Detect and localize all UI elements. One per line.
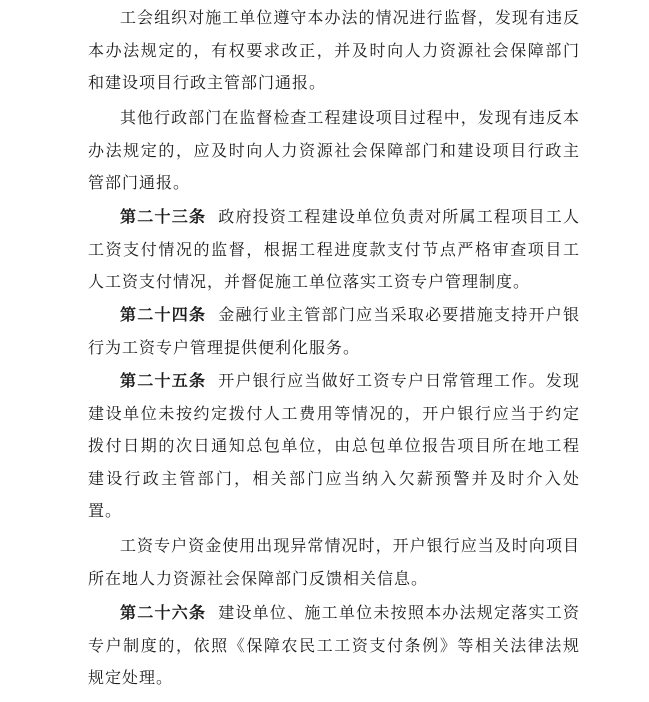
paragraph-other-departments xyxy=(88,102,580,200)
article-number: 第二十六条 xyxy=(120,603,207,622)
paragraph-text: 其他行政部门在监督检查工程建设项目过程中，发现有违反本办法规定的，应及时向人力资源社会保障部门和建设项目行政主管部门通报。 xyxy=(88,108,580,192)
article-24 xyxy=(88,299,580,364)
article-number: 第二十三条 xyxy=(120,207,207,226)
paragraph-text: 工资专户资金使用出现异常情况时，开户银行应当及时向项目所在地人力资源社会保障部门反馈相关信息。 xyxy=(88,536,580,588)
paragraph-text: 建设单位、施工单位未按照本办法规定落实工资专户制度的，依照《保障农民工工资支付条例》等相关法律法规规定处理。 xyxy=(88,603,580,687)
article-number: 第二十四条 xyxy=(120,305,207,324)
paragraph-text: 开户银行应当做好工资专户日常管理工作。发现建设单位未按约定拨付人工费用等情况的，开户银行应当于约定拨付日期的次日通知总包单位，由总包单位报告项目所在地工程建设行政主管部门，相关部门应当纳入欠薪预警并及时介入处置。 xyxy=(88,371,580,520)
paragraph-bank-feedback xyxy=(88,530,580,595)
article-26 xyxy=(88,597,580,695)
paragraph-text: 政府投资工程建设单位负责对所属工程项目工人工资支付情况的监督，根据工程进度款支付节点严格审查项目工人工资支付情况，并督促施工单位落实工资专户管理制度。 xyxy=(88,207,580,291)
article-25 xyxy=(88,365,580,528)
article-23 xyxy=(88,201,580,299)
article-number: 第二十五条 xyxy=(120,371,207,390)
paragraph-text: 金融行业主管部门应当采取必要措施支持开户银行为工资专户管理提供便利化服务。 xyxy=(88,305,580,357)
paragraph-text: 工会组织对施工单位遵守本办法的情况进行监督，发现有违反本办法规定的，有权要求改正，并及时向人力资源社会保障部门和建设项目行政主管部门通报。 xyxy=(88,8,580,92)
paragraph-union-supervision xyxy=(88,2,580,100)
